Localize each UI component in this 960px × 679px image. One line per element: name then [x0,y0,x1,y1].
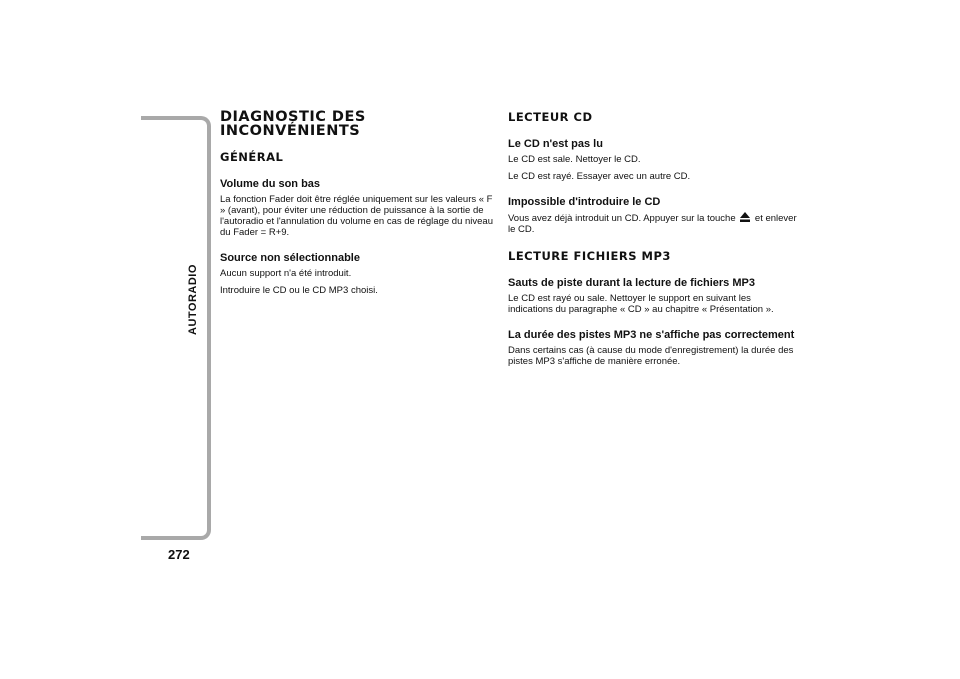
eject-icon [740,212,750,222]
left-column [220,110,495,310]
issue-text: Dans certains cas (à cause du mode d'enregistrement) la durée des pistes MP3 s'affiche de manière erronée. [508,345,794,367]
issue-heading: La durée des pistes MP3 ne s'affiche pas correctement [508,329,795,341]
issue-cd-not-read [508,138,798,182]
issue-text: Introduire le CD ou le CD MP3 choisi. [220,285,378,296]
issue-text-after-icon: et enlever le CD. [508,213,797,235]
issue-heading: Source non sélectionnable [220,252,360,264]
issue-heading: Volume du son bas [220,178,321,190]
issue-text: Le CD est rayé. Essayer avec un autre CD. [508,171,691,182]
section-general-heading: GÉNÉRAL [220,150,284,164]
page-title: DIAGNOSTIC DES INCONVÉNIENTS [220,109,366,139]
issue-text [508,212,798,235]
section-mp3-heading: LECTURE FICHIERS MP3 [508,249,671,263]
issue-text: Le CD est rayé ou sale. Nettoyer le support en suivant les indications du paragraphe « CD » au chapitre « Présentation ». [508,293,774,315]
issue-source-not-selectable [220,252,495,296]
section-cd-player-heading: LECTEUR CD [508,110,593,124]
issue-text: La fonction Fader doit être réglée uniquement sur les valeurs « F » (avant), pour éviter une réduction de puissance à la sortie de l'autoradio et l'annulation du volume en cas de réglage du niveau du Fader = R+9. [220,194,493,238]
page-number: 272 [168,547,190,562]
page-side-frame [141,116,211,540]
issue-text: Aucun support n'a été introduit. [220,268,352,279]
right-column [508,110,798,381]
issue-heading: Le CD n'est pas lu [508,138,603,150]
issue-cd-insert-impossible [508,196,798,235]
chapter-label: AUTORADIO [187,264,199,335]
issue-heading: Impossible d'introduire le CD [508,196,661,208]
issue-mp3-duration-display [508,329,798,367]
issue-text-before-icon: Vous avez déjà introduit un CD. Appuyer sur la touche [508,213,736,224]
issue-heading: Sauts de piste durant la lecture de fichiers MP3 [508,277,755,289]
issue-mp3-track-skips [508,277,798,315]
issue-volume-low [220,178,495,238]
issue-text: Le CD est sale. Nettoyer le CD. [508,154,641,165]
